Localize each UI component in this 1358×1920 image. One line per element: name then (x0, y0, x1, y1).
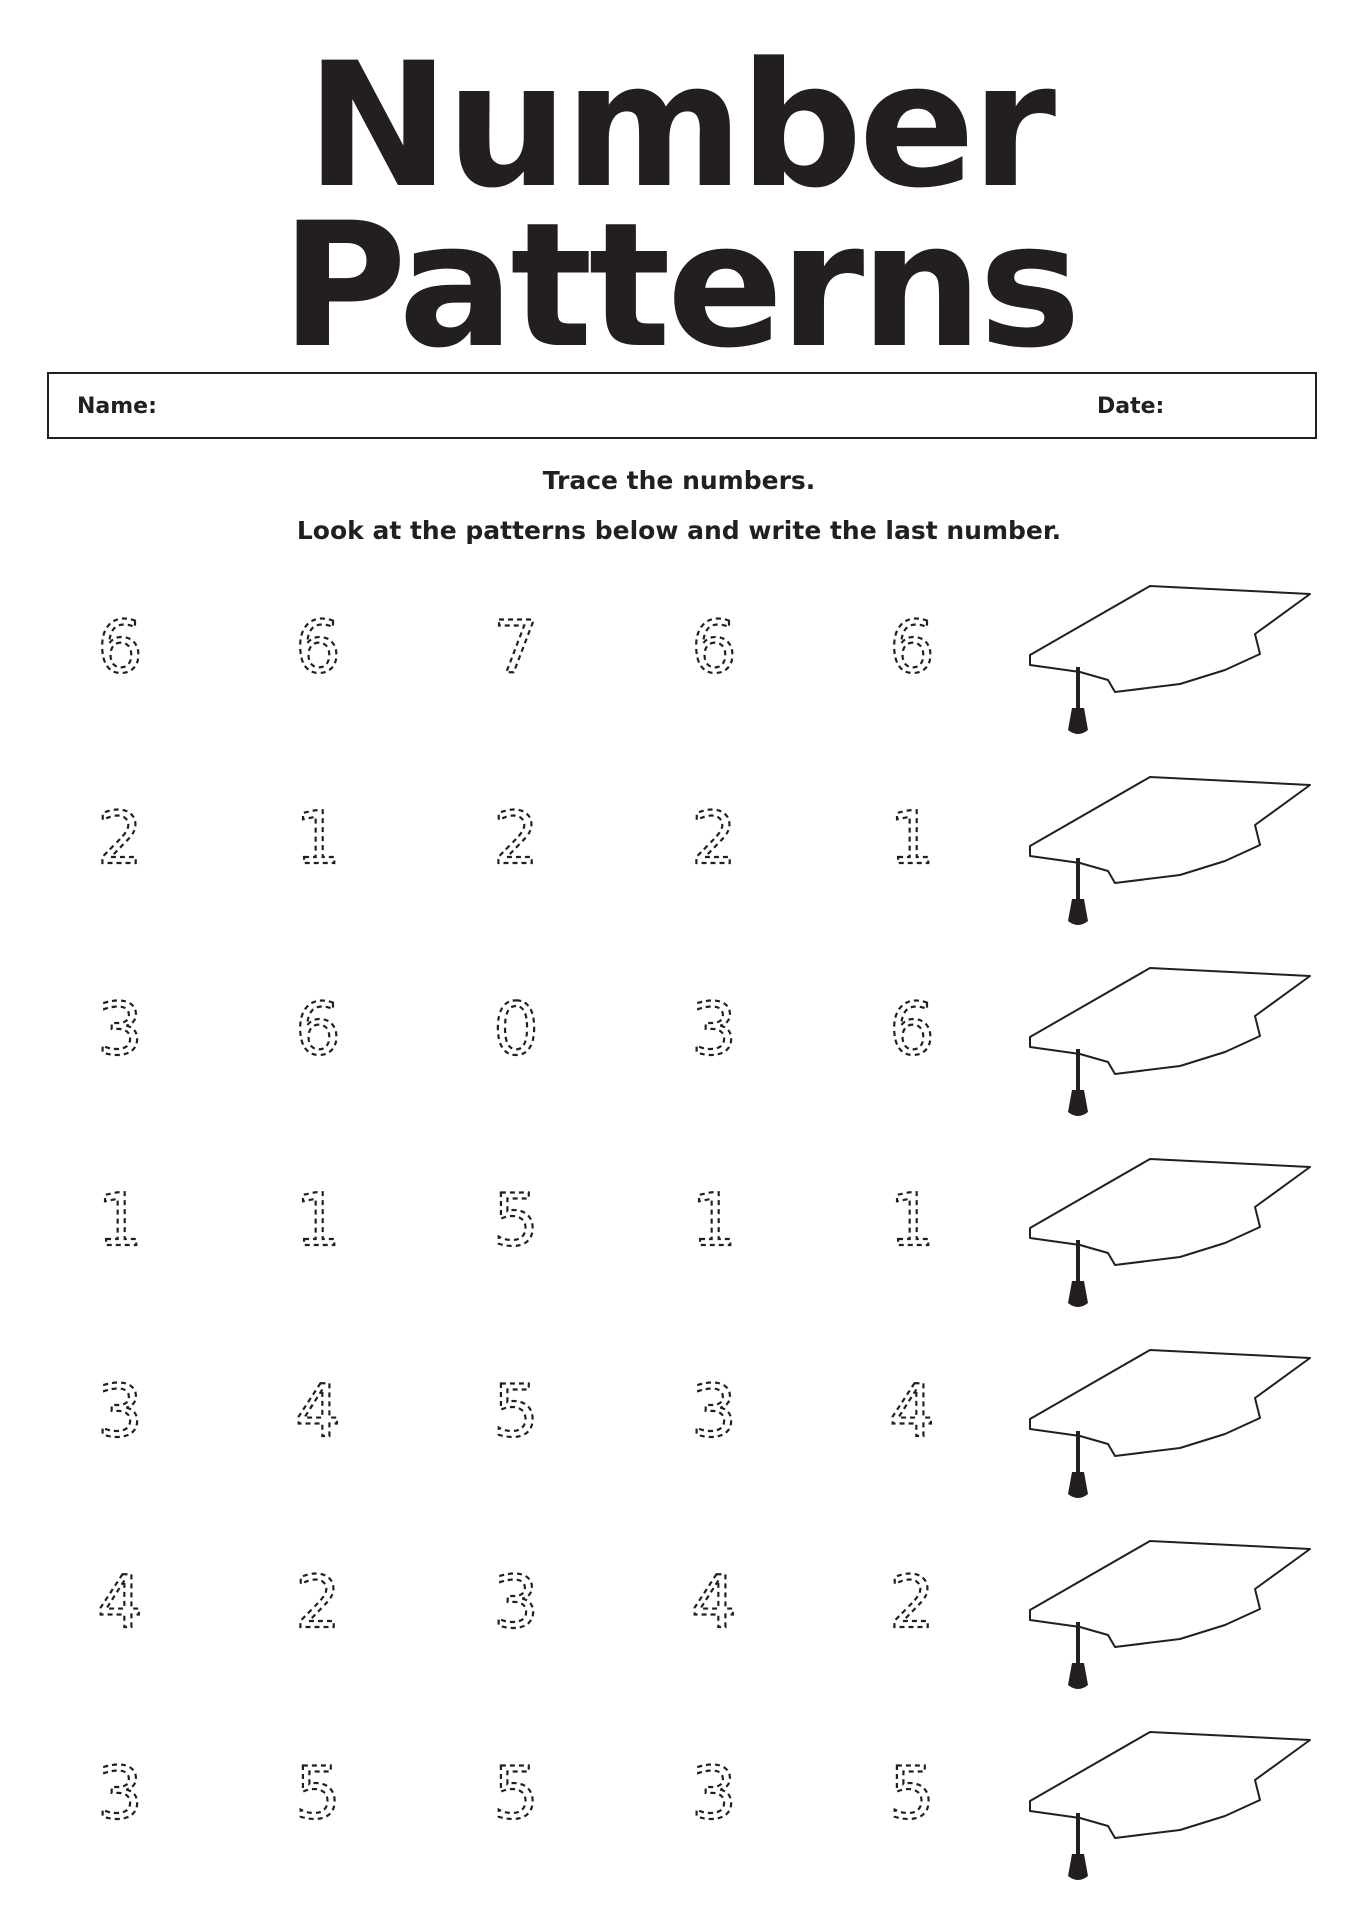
tracing-digit-text: 1 (889, 1178, 935, 1262)
tracing-digit-text: 4 (889, 1369, 935, 1453)
graduation-cap-icon[interactable] (1020, 1344, 1315, 1504)
tracing-digit-text: 5 (493, 1751, 539, 1835)
tracing-digit-text: 3 (493, 1560, 539, 1644)
tracing-digit-text: 3 (691, 987, 737, 1071)
tracing-digit-text: 2 (295, 1560, 341, 1644)
cap-tassel (1068, 1854, 1088, 1880)
graduation-cap-icon[interactable] (1020, 580, 1315, 740)
tracing-digit-text: 6 (295, 987, 341, 1071)
tracing-digit-text: 1 (295, 796, 341, 880)
tracing-digit (476, 1746, 556, 1836)
pattern-row (0, 1153, 1358, 1343)
tracing-digit-text: 2 (493, 796, 539, 880)
tracing-digit-text: 1 (97, 1178, 143, 1262)
tracing-digit-text: 1 (691, 1178, 737, 1262)
date-label: Date: (1097, 394, 1165, 419)
tracing-digit (80, 982, 160, 1072)
tracing-digit (872, 1746, 952, 1836)
tracing-digit (476, 1364, 556, 1454)
cap-board (1030, 1541, 1310, 1647)
tracing-digit-text: 2 (97, 796, 143, 880)
tracing-digit (80, 791, 160, 881)
tracing-digit (872, 1364, 952, 1454)
tracing-digit (476, 1173, 556, 1263)
tracing-digit-text: 3 (97, 1751, 143, 1835)
cap-tassel (1068, 1281, 1088, 1307)
tracing-digit (674, 982, 754, 1072)
tracing-digit (476, 1555, 556, 1645)
cap-tassel (1068, 1472, 1088, 1498)
tracing-digit (278, 600, 358, 690)
pattern-row (0, 1726, 1358, 1916)
tracing-digit-text: 6 (889, 987, 935, 1071)
cap-tassel (1068, 899, 1088, 925)
tracing-digit (872, 1555, 952, 1645)
tracing-digit (674, 791, 754, 881)
worksheet-title-line-1: Number (305, 25, 1053, 226)
tracing-digit-text: 5 (889, 1751, 935, 1835)
tracing-digit-text: 6 (889, 605, 935, 689)
tracing-digit-text: 4 (691, 1560, 737, 1644)
cap-board (1030, 586, 1310, 692)
tracing-digit (80, 600, 160, 690)
cap-tassel (1068, 708, 1088, 734)
cap-board (1030, 968, 1310, 1074)
pattern-row (0, 962, 1358, 1152)
pattern-row (0, 771, 1358, 961)
tracing-digit-text: 6 (97, 605, 143, 689)
tracing-digit (278, 982, 358, 1072)
tracing-digit (278, 1173, 358, 1263)
tracing-digit (80, 1555, 160, 1645)
tracing-digit-text: 6 (691, 605, 737, 689)
tracing-digit (278, 1746, 358, 1836)
cap-board (1030, 1350, 1310, 1456)
instruction-pattern: Look at the patterns below and write the last number. (296, 516, 1062, 545)
tracing-digit (674, 1364, 754, 1454)
tracing-digit (278, 791, 358, 881)
graduation-cap-icon[interactable] (1020, 1153, 1315, 1313)
tracing-digit-text: 5 (493, 1178, 539, 1262)
tracing-digit (476, 791, 556, 881)
tracing-digit-text: 3 (691, 1369, 737, 1453)
worksheet-title-line-2: Patterns (280, 185, 1078, 386)
tracing-digit-text: 3 (97, 1369, 143, 1453)
tracing-digit-text: 6 (295, 605, 341, 689)
tracing-digit-text: 5 (295, 1751, 341, 1835)
graduation-cap-icon[interactable] (1020, 1535, 1315, 1695)
cap-board (1030, 777, 1310, 883)
graduation-cap-icon[interactable] (1020, 1726, 1315, 1886)
pattern-row (0, 580, 1358, 770)
tracing-digit (476, 982, 556, 1072)
tracing-digit-text: 4 (295, 1369, 341, 1453)
tracing-digit-text: 0 (493, 987, 539, 1071)
tracing-digit-text: 2 (889, 1560, 935, 1644)
tracing-digit (674, 1746, 754, 1836)
tracing-digit (674, 600, 754, 690)
tracing-digit (80, 1746, 160, 1836)
name-date-box (47, 372, 1317, 439)
name-label: Name: (77, 394, 157, 419)
tracing-digit (872, 600, 952, 690)
tracing-digit-text: 1 (295, 1178, 341, 1262)
tracing-digit (476, 600, 556, 690)
pattern-row (0, 1344, 1358, 1534)
cap-board (1030, 1732, 1310, 1838)
tracing-digit (674, 1555, 754, 1645)
cap-tassel (1068, 1663, 1088, 1689)
tracing-digit (674, 1173, 754, 1263)
graduation-cap-icon[interactable] (1020, 962, 1315, 1122)
tracing-digit (278, 1364, 358, 1454)
pattern-row (0, 1535, 1358, 1725)
graduation-cap-icon[interactable] (1020, 771, 1315, 931)
tracing-digit (872, 1173, 952, 1263)
tracing-digit (80, 1173, 160, 1263)
instruction-trace: Trace the numbers. (542, 466, 816, 495)
tracing-digit-text: 7 (493, 605, 539, 689)
tracing-digit (872, 791, 952, 881)
tracing-digit-text: 4 (97, 1560, 143, 1644)
tracing-digit-text: 3 (97, 987, 143, 1071)
tracing-digit-text: 5 (493, 1369, 539, 1453)
tracing-digit (278, 1555, 358, 1645)
tracing-digit-text: 3 (691, 1751, 737, 1835)
tracing-digit (872, 982, 952, 1072)
cap-tassel (1068, 1090, 1088, 1116)
tracing-digit (80, 1364, 160, 1454)
cap-board (1030, 1159, 1310, 1265)
tracing-digit-text: 1 (889, 796, 935, 880)
tracing-digit-text: 2 (691, 796, 737, 880)
